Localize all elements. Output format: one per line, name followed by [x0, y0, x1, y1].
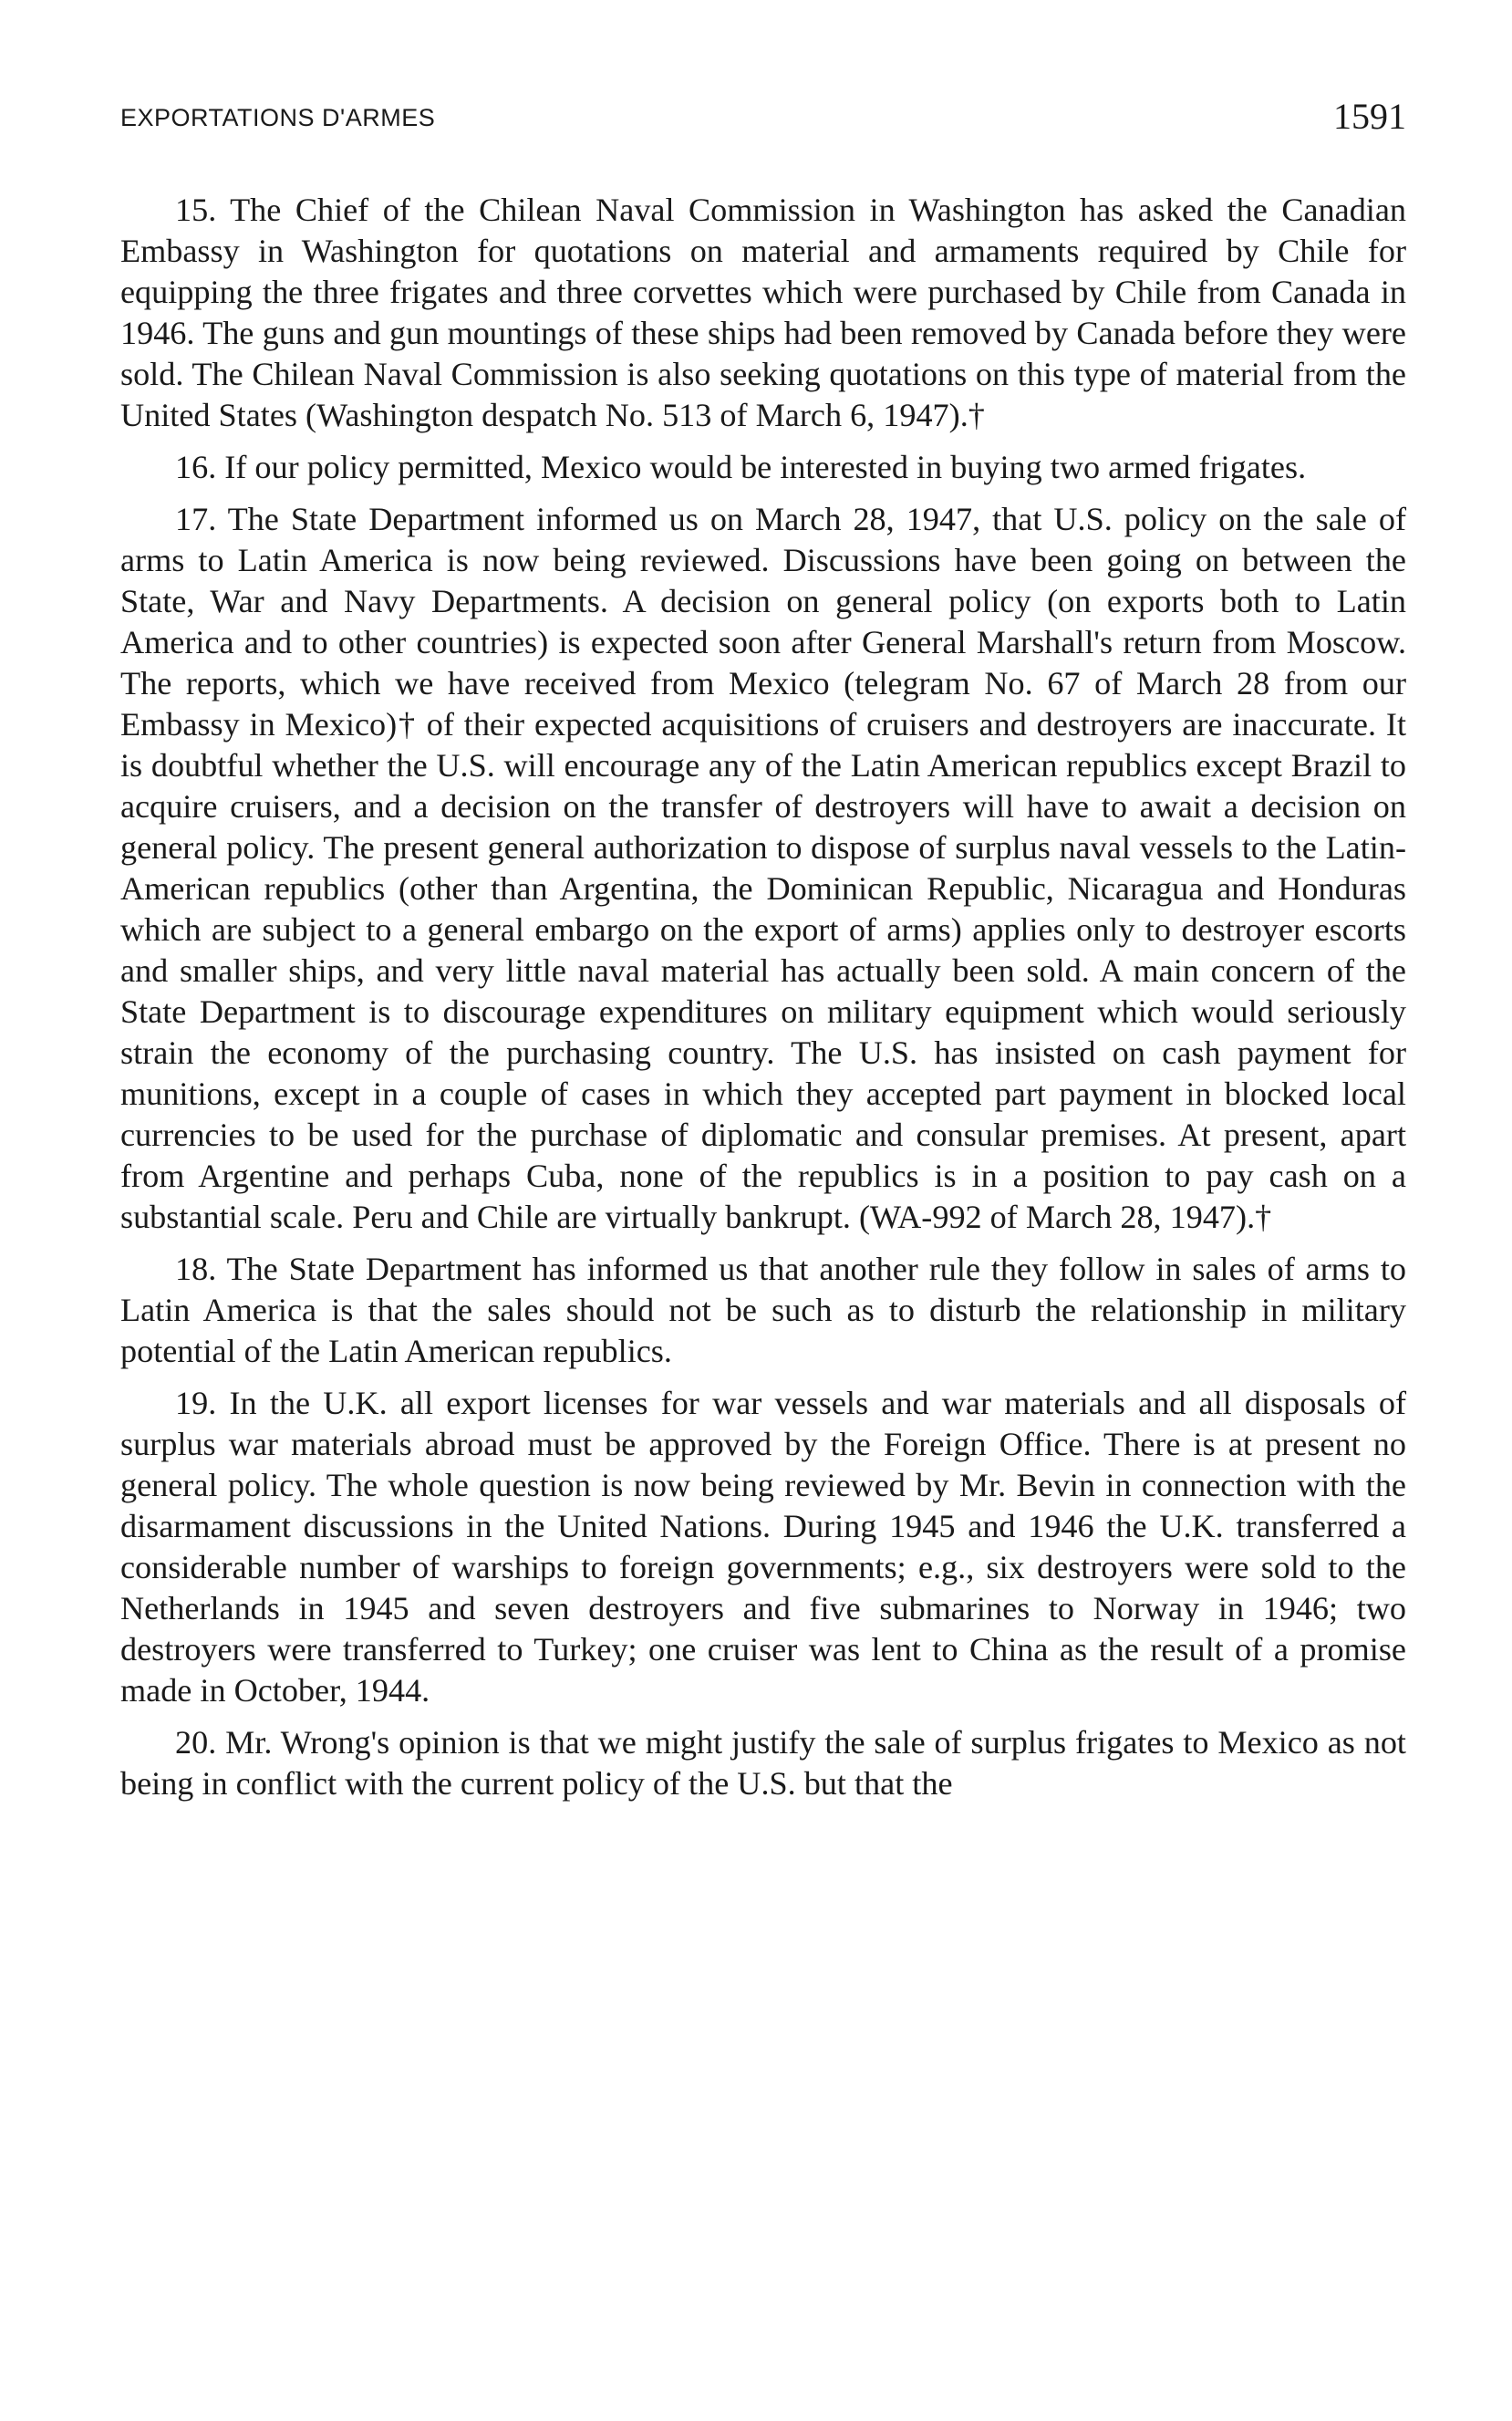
body-text: [120, 190, 1406, 1804]
paragraph-19: 19. In the U.K. all export licenses for war vessels and war materials and all disposals of surplus war materials abroad must be approved by the Foreign Office. There is at present no general policy. The whole question is now being reviewed by Mr. Bevin in connection with the disarmament discussions in the United Nations. During 1945 and 1946 the U.K. transferred a considerable number of warships to foreign governments; e.g., six destroyers were sold to the Netherlands in 1945 and seven destroyers and five submarines to Norway in 1946; two destroyers were transferred to Turkey; one cruiser was lent to China as the result of a promise made in October, 1944.: [120, 1385, 1406, 1709]
paragraph-20: 20. Mr. Wrong's opinion is that we might justify the sale of surplus frigates to Mexico as not being in conflict with the current policy of the U.S. but that the: [120, 1724, 1406, 1802]
paragraph-16: 16. If our policy permitted, Mexico would be interested in buying two armed frigates.: [175, 449, 1307, 485]
running-title: EXPORTATIONS D'ARMES: [120, 104, 436, 131]
document-page: [120, 91, 1406, 1815]
page-number: 1591: [1333, 96, 1406, 137]
paragraph-15: 15. The Chief of the Chilean Naval Commission in Washington has asked the Canadian Embassy in Washington for quotations on material and armaments required by Chile for equipping the three frigates and three corvettes which were purchased by Chile from Canada in 1946. The guns and gun mountings of these ships had been removed by Canada before they were sold. The Chilean Naval Commission is also seeking quotations on this type of material from the United States (Washington despatch No. 513 of March 6, 1947).†: [120, 192, 1406, 433]
paragraph-17: 17. The State Department informed us on March 28, 1947, that U.S. policy on the sale of arms to Latin America is now being reviewed. Discussions have been going on between the State, War and Navy Departments. A decision on general policy (on exports both to Latin America and to other countries) is expected soon after General Marshall's return from Moscow. The reports, which we have received from Mexico (telegram No. 67 of March 28 from our Embassy in Mexico)† of their expected acquisitions of cruisers and destroyers are inaccurate. It is doubtful whether the U.S. will encourage any of the Latin American republics except Brazil to acquire cruisers, and a decision on the transfer of destroyers will have to await a decision on general policy. The present general authorization to dispose of surplus naval vessels to the Latin-American republics (other than Argentina, the Dominican Republic, Nicaragua and Honduras which are subject to a general embargo on the export of arms) applies only to destroyer escorts and smaller ships, and very little naval material has actually been sold. A main concern of the State Department is to discourage expenditures on military equipment which would seriously strain the economy of the purchasing country. The U.S. has insisted on cash payment for munitions, except in a couple of cases in which they accepted part payment in blocked local currencies to be used for the purchase of diplomatic and consular premises. At present, apart from Argentine and perhaps Cuba, none of the republics is in a position to pay cash on a substantial scale. Peru and Chile are virtually bankrupt. (WA-992 of March 28, 1947).†: [120, 501, 1406, 1235]
paragraph-18: 18. The State Department has informed us that another rule they follow in sales of arms to Latin America is that the sales should not be such as to disturb the relationship in military potential of the Latin American republics.: [120, 1251, 1406, 1369]
running-header: [120, 91, 1406, 146]
